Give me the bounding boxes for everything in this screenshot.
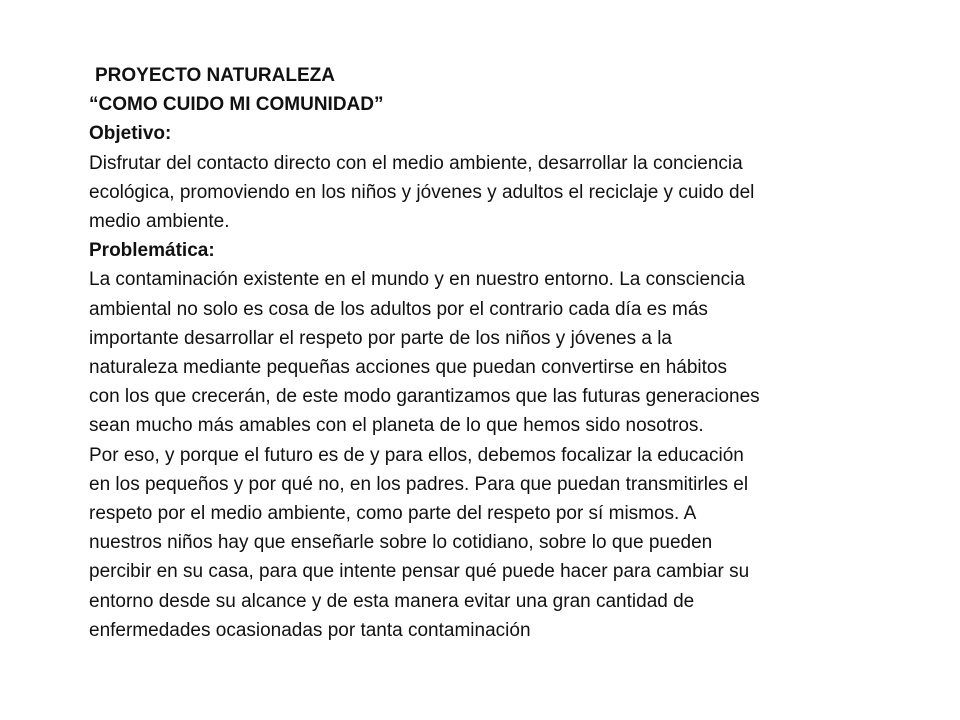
problem-line: importante desarrollar el respeto por parte de los niños y jóvenes a la <box>89 327 672 349</box>
problem-paragraph <box>89 265 879 440</box>
closing-line: en los pequeños y por qué no, en los padres. Para que puedan transmitirles el <box>89 473 749 495</box>
closing-line: percibir en su casa, para que intente pensar qué puede hacer para cambiar su <box>89 561 750 583</box>
problem-line: naturaleza mediante pequeñas acciones que puedan convertirse en hábitos <box>89 357 728 379</box>
problem-line: con los que crecerán, de este modo garantizamos que las futuras generaciones <box>89 386 760 408</box>
problem-line: sean mucho más amables con el planeta de lo que hemos sido nosotros. <box>89 415 704 437</box>
objective-line: Disfrutar del contacto directo con el medio ambiente, desarrollar la conciencia <box>89 152 743 174</box>
closing-line: entorno desde su alcance y de esta manera evitar una gran cantidad de <box>89 590 695 612</box>
document-title: PROYECTO NATURALEZA <box>95 65 335 86</box>
closing-line: enfermedades ocasionadas por tanta contaminación <box>89 619 531 641</box>
objective-line: ecológica, promoviendo en los niños y jóvenes y adultos el reciclaje y cuido del <box>89 181 755 203</box>
problem-heading: Problemática: <box>89 240 215 262</box>
closing-line: Por eso, y porque el futuro es de y para ellos, debemos focalizar la educación <box>89 444 744 466</box>
objective-paragraph <box>89 149 879 237</box>
objective-line: medio ambiente. <box>89 211 230 233</box>
document-subtitle: “COMO CUIDO MI COMUNIDAD” <box>89 94 384 116</box>
document-body <box>89 61 879 645</box>
closing-paragraph <box>89 441 879 645</box>
problem-line: ambiental no solo es cosa de los adultos por el contrario cada día es más <box>89 298 708 320</box>
closing-line: nuestros niños hay que enseñarle sobre lo cotidiano, sobre lo que pueden <box>89 532 713 554</box>
closing-line: respeto por el medio ambiente, como parte del respeto por sí mismos. A <box>89 503 697 525</box>
objective-heading: Objetivo: <box>89 123 172 145</box>
problem-line: La contaminación existente en el mundo y en nuestro entorno. La consciencia <box>89 269 745 291</box>
